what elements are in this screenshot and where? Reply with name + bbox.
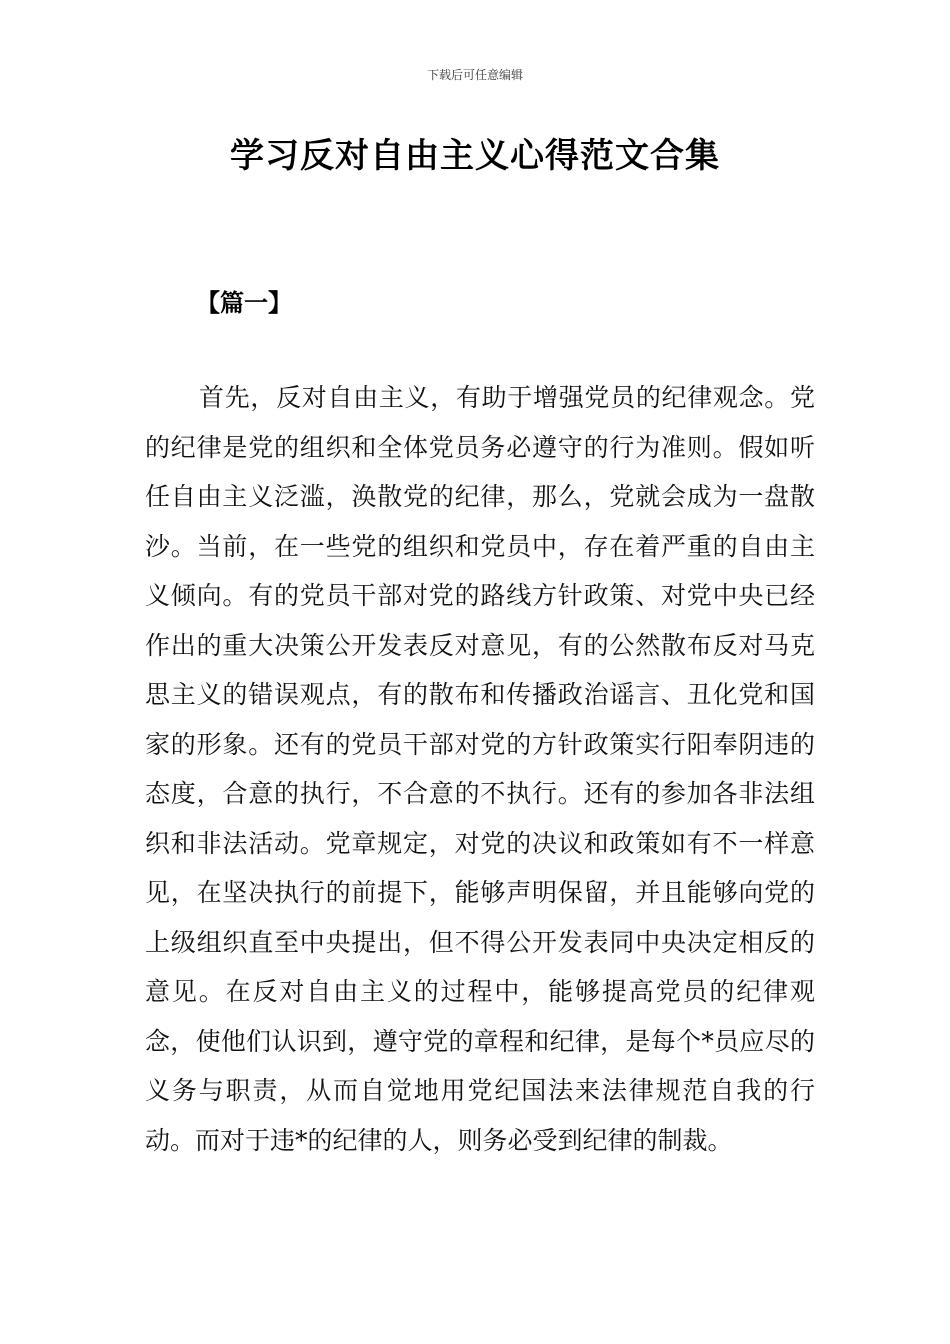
body-paragraph: 首先，反对自由主义，有助于增强党员的纪律观念。党的纪律是党的组织和全体党员务必遵守的行为准则。假如听任自由主义泛滥，涣散党的纪律，那么，党就会成为一盘散沙。当前，在一些党的组织和党员中，存在着严重的自由主义倾向。有的党员干部对党的路线方针政策、对党中央已经作出的重大决策公开发表反对意见，有的公然散布反对马克思主义的错误观点，有的散布和传播政治谣言、丑化党和国家的形象。还有的党员干部对党的方针政策实行阳奉阴违的态度，合意的执行，不合意的不执行。还有的参加各非法组织和非法活动。党章规定，对党的决议和政策如有不一样意见，在坚决执行的前提下，能够声明保留，并且能够向党的上级组织直至中央提出，但不得公开发表同中央决定相反的意见。在反对自由主义的过程中，能够提高党员的纪律观念，使他们认识到，遵守党的章程和纪律，是每个*员应尽的义务与职责，从而自觉地用党纪国法来法律规范自我的行动。而对于违*的纪律的人，则务必受到纪律的制裁。 [145,383,815,1155]
section-heading: 【篇一】 [196,289,292,317]
header-note: 下载后可任意编辑 [426,68,523,82]
document-title: 学习反对自由主义心得范文合集 [230,136,720,176]
